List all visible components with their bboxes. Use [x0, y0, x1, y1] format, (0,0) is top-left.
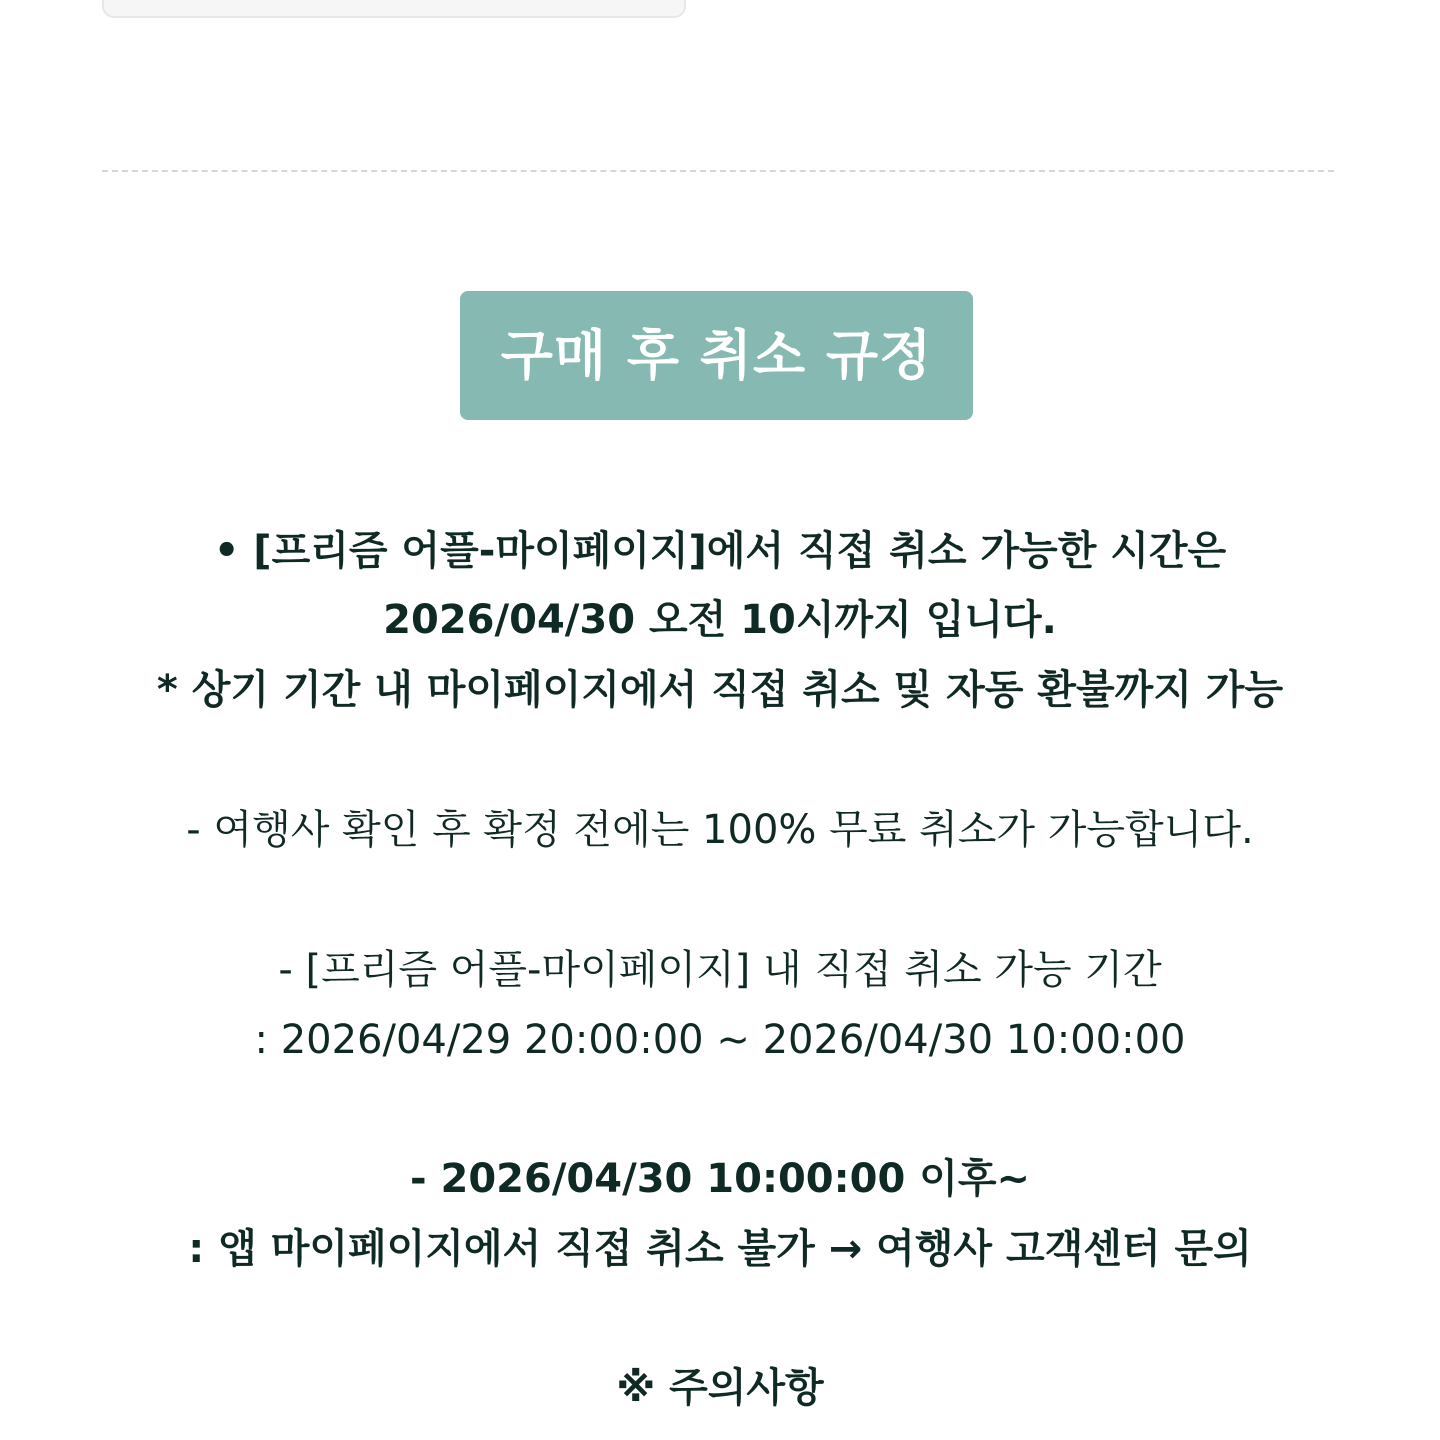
- policy-line-auto-refund-note: * 상기 기간 내 마이페이지에서 직접 취소 및 자동 환불까지 가능: [156, 667, 1284, 713]
- cancellation-policy-title-badge: [460, 291, 973, 420]
- policy-line-after-deadline: - 2026/04/30 10:00:00 이후~: [409, 1156, 1031, 1202]
- policy-line-period-range: : 2026/04/29 20:00:00 ~ 2026/04/30 10:00:00: [254, 1017, 1186, 1063]
- previous-section-card: [102, 0, 686, 18]
- section-divider: [102, 170, 1334, 172]
- policy-line-direct-cancel-time: • [프리즘 어플-마이페이지]에서 직접 취소 가능한 시간은: [213, 528, 1227, 574]
- policy-line-contact-agency: : 앱 마이페이지에서 직접 취소 불가 → 여행사 고객센터 문의: [188, 1226, 1252, 1272]
- policy-line-period-heading: - [프리즘 어플-마이페이지] 내 직접 취소 가능 기간: [278, 947, 1162, 993]
- cancellation-policy-title: 구매 후 취소 규정: [500, 323, 933, 387]
- policy-line-deadline: 2026/04/30 오전 10시까지 입니다.: [383, 597, 1057, 643]
- policy-line-caution-heading: ※ 주의사항: [616, 1365, 824, 1411]
- policy-line-free-cancel: - 여행사 확인 후 확정 전에는 100% 무료 취소가 가능합니다.: [186, 807, 1254, 853]
